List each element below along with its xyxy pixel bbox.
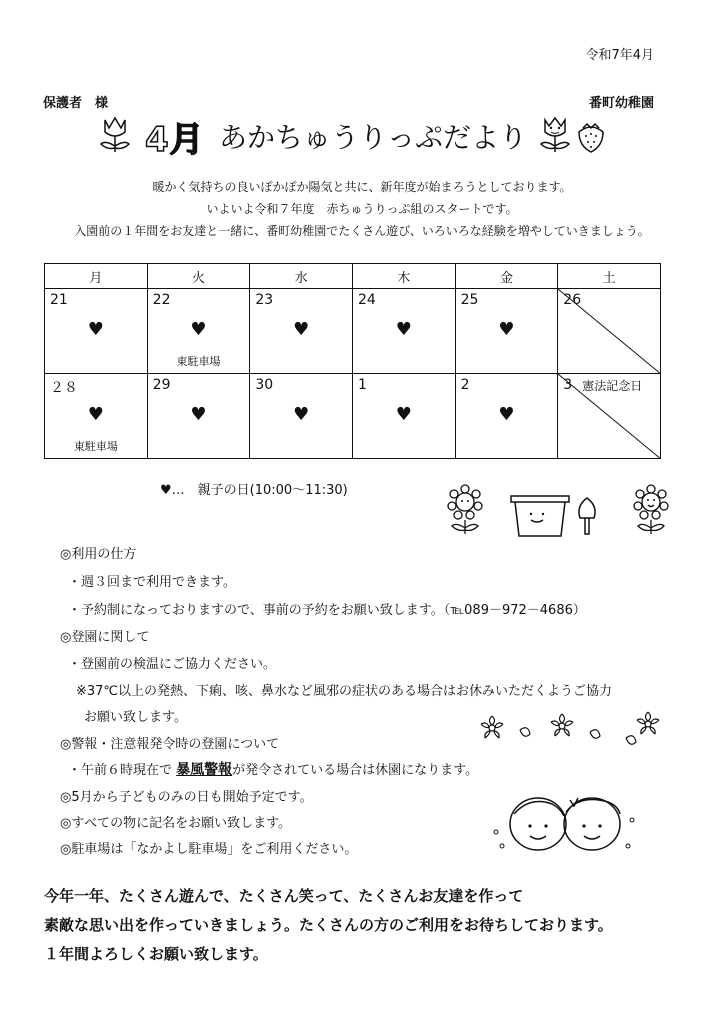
alert-rule-suffix: が発令されている場合は休園になります。 [232, 763, 479, 778]
calendar-day-cell [455, 289, 558, 374]
calendar-day-number: 22 [152, 292, 171, 308]
sunflower-face-icon [626, 484, 676, 536]
heart-icon: ♥ [87, 319, 104, 340]
calendar-week-row [45, 289, 661, 374]
alert-rule-prefix: ・午前６時現在で [68, 763, 173, 778]
heart-icon: ♥ [87, 404, 104, 425]
weekday-thu: 木 [352, 264, 455, 289]
strawberry-icon [575, 120, 607, 154]
calendar-day-number: 30 [255, 377, 274, 393]
heart-icon: ♥ [293, 404, 310, 425]
calendar-day-cell [558, 374, 661, 459]
heart-icon: ♥ [395, 319, 412, 340]
calendar-day-cell [558, 289, 661, 374]
calendar-day-number: 29 [152, 377, 171, 393]
calendar-day-number: 2 [460, 377, 470, 393]
calendar-day-cell [250, 289, 353, 374]
parking-note: ◎駐車場は「なかよし駐車場」をご利用ください。 [60, 842, 358, 857]
tulip-face-icon [535, 114, 575, 154]
attendance-fever-note: ※37℃以上の発熱、下痢、咳、鼻水など風邪の症状のある場合はお休みいただくようご協力 [76, 684, 613, 699]
calendar-week-row [45, 374, 661, 459]
heart-icon: ♥ [395, 404, 412, 425]
shovel-icon [572, 496, 602, 536]
sunflower-icon [440, 484, 490, 536]
weekday-fri: 金 [455, 264, 558, 289]
school-name: 番町幼稚園 [588, 96, 654, 111]
holiday-name: 憲法記念日 [582, 379, 643, 393]
calendar-day-number: 26 [563, 292, 582, 308]
calendar-day-number: 1 [357, 377, 367, 393]
heart-icon: ♥ [190, 319, 207, 340]
intro-line-3: 入園前の１年間をお友達と一緒に、番町幼稚園でたくさん遊び、いろいろな経験を増やしていきましょう。 [74, 224, 650, 238]
kids-only-day-note: ◎5月から子どものみの日も開始予定です。 [60, 790, 313, 805]
calendar-day-cell [45, 289, 148, 374]
weekday-mon: 月 [45, 264, 148, 289]
children-faces-icon [490, 792, 640, 854]
calendar-day-number: ２８ [50, 380, 78, 396]
addressee: 保護者 様 [43, 96, 109, 111]
usage-reservation: ・予約制になっておりますので、事前の予約をお願い致します。（℡089－972－4686） [68, 603, 586, 618]
title-text: あかちゅうりっぷだより [219, 121, 528, 154]
weekday-tue: 火 [147, 264, 250, 289]
weekday-sat: 土 [558, 264, 661, 289]
calendar-day-cell [352, 289, 455, 374]
calendar-day-number: 25 [460, 292, 479, 308]
heart-icon: ♥ [190, 404, 207, 425]
attendance-temperature: ・登園前の検温にご協力ください。 [68, 657, 277, 672]
heart-icon: ♥ [498, 319, 515, 340]
heart-icon: ♥ [293, 319, 310, 340]
title-month: 4月 [145, 120, 205, 160]
calendar-day-cell [147, 289, 250, 374]
parking-location-note: 東駐車場 [73, 440, 118, 453]
weekday-wed: 水 [250, 264, 353, 289]
calendar-day-cell [455, 374, 558, 459]
alert-rule [68, 759, 478, 779]
calendar-day-number: 24 [357, 292, 376, 308]
usage-heading: ◎利用の仕方 [60, 547, 137, 562]
calendar-day-cell [45, 374, 148, 459]
parking-location-note: 東駐車場 [176, 355, 221, 368]
calendar-day-number: 3 [563, 377, 573, 393]
intro-line-1: 暖かく気持ちの良いぽかぽか陽気と共に、新年度が始まろうとしております。 [152, 180, 572, 194]
tulip-icon [95, 114, 135, 154]
usage-limit: ・週３回まで利用できます。 [68, 575, 236, 590]
cherry-blossom-icon [476, 710, 666, 750]
closing-line-3: １年間よろしくお願い致します。 [44, 945, 268, 963]
calendar-day-cell [147, 374, 250, 459]
attendance-heading: ◎登園に関して [60, 630, 150, 645]
newsletter-title [95, 110, 615, 160]
calendar-day-number: 21 [50, 292, 68, 308]
heart-icon: ♥ [498, 404, 515, 425]
calendar-day-cell [352, 374, 455, 459]
calendar-day-number: 23 [255, 292, 274, 308]
intro-line-2: いよいよ令和７年度 赤ちゅうりっぷ組のスタートです。 [206, 202, 518, 216]
name-labeling-note: ◎すべての物に記名をお願い致します。 [60, 816, 292, 831]
calendar-table [44, 263, 661, 459]
bucket-icon [505, 490, 575, 540]
closing-line-2: 素敵な思い出を作っていきましょう。たくさんの方のご利用をお待ちしております。 [44, 916, 613, 934]
issue-date: 令和7年4月 [585, 48, 654, 63]
closing-line-1: 今年一年、たくさん遊んで、たくさん笑って、たくさんお友達を作って [44, 887, 524, 905]
storm-warning-label: 暴風警報 [176, 762, 233, 778]
weekday-header-row [45, 264, 661, 289]
alert-heading: ◎警報・注意報発令時の登園について [60, 737, 280, 752]
attendance-fever-note-cont: お願い致します。 [84, 710, 187, 725]
legend-parent-child-day: ♥… 親子の日(10:00～11:30) [160, 483, 348, 498]
calendar-day-cell [250, 374, 353, 459]
